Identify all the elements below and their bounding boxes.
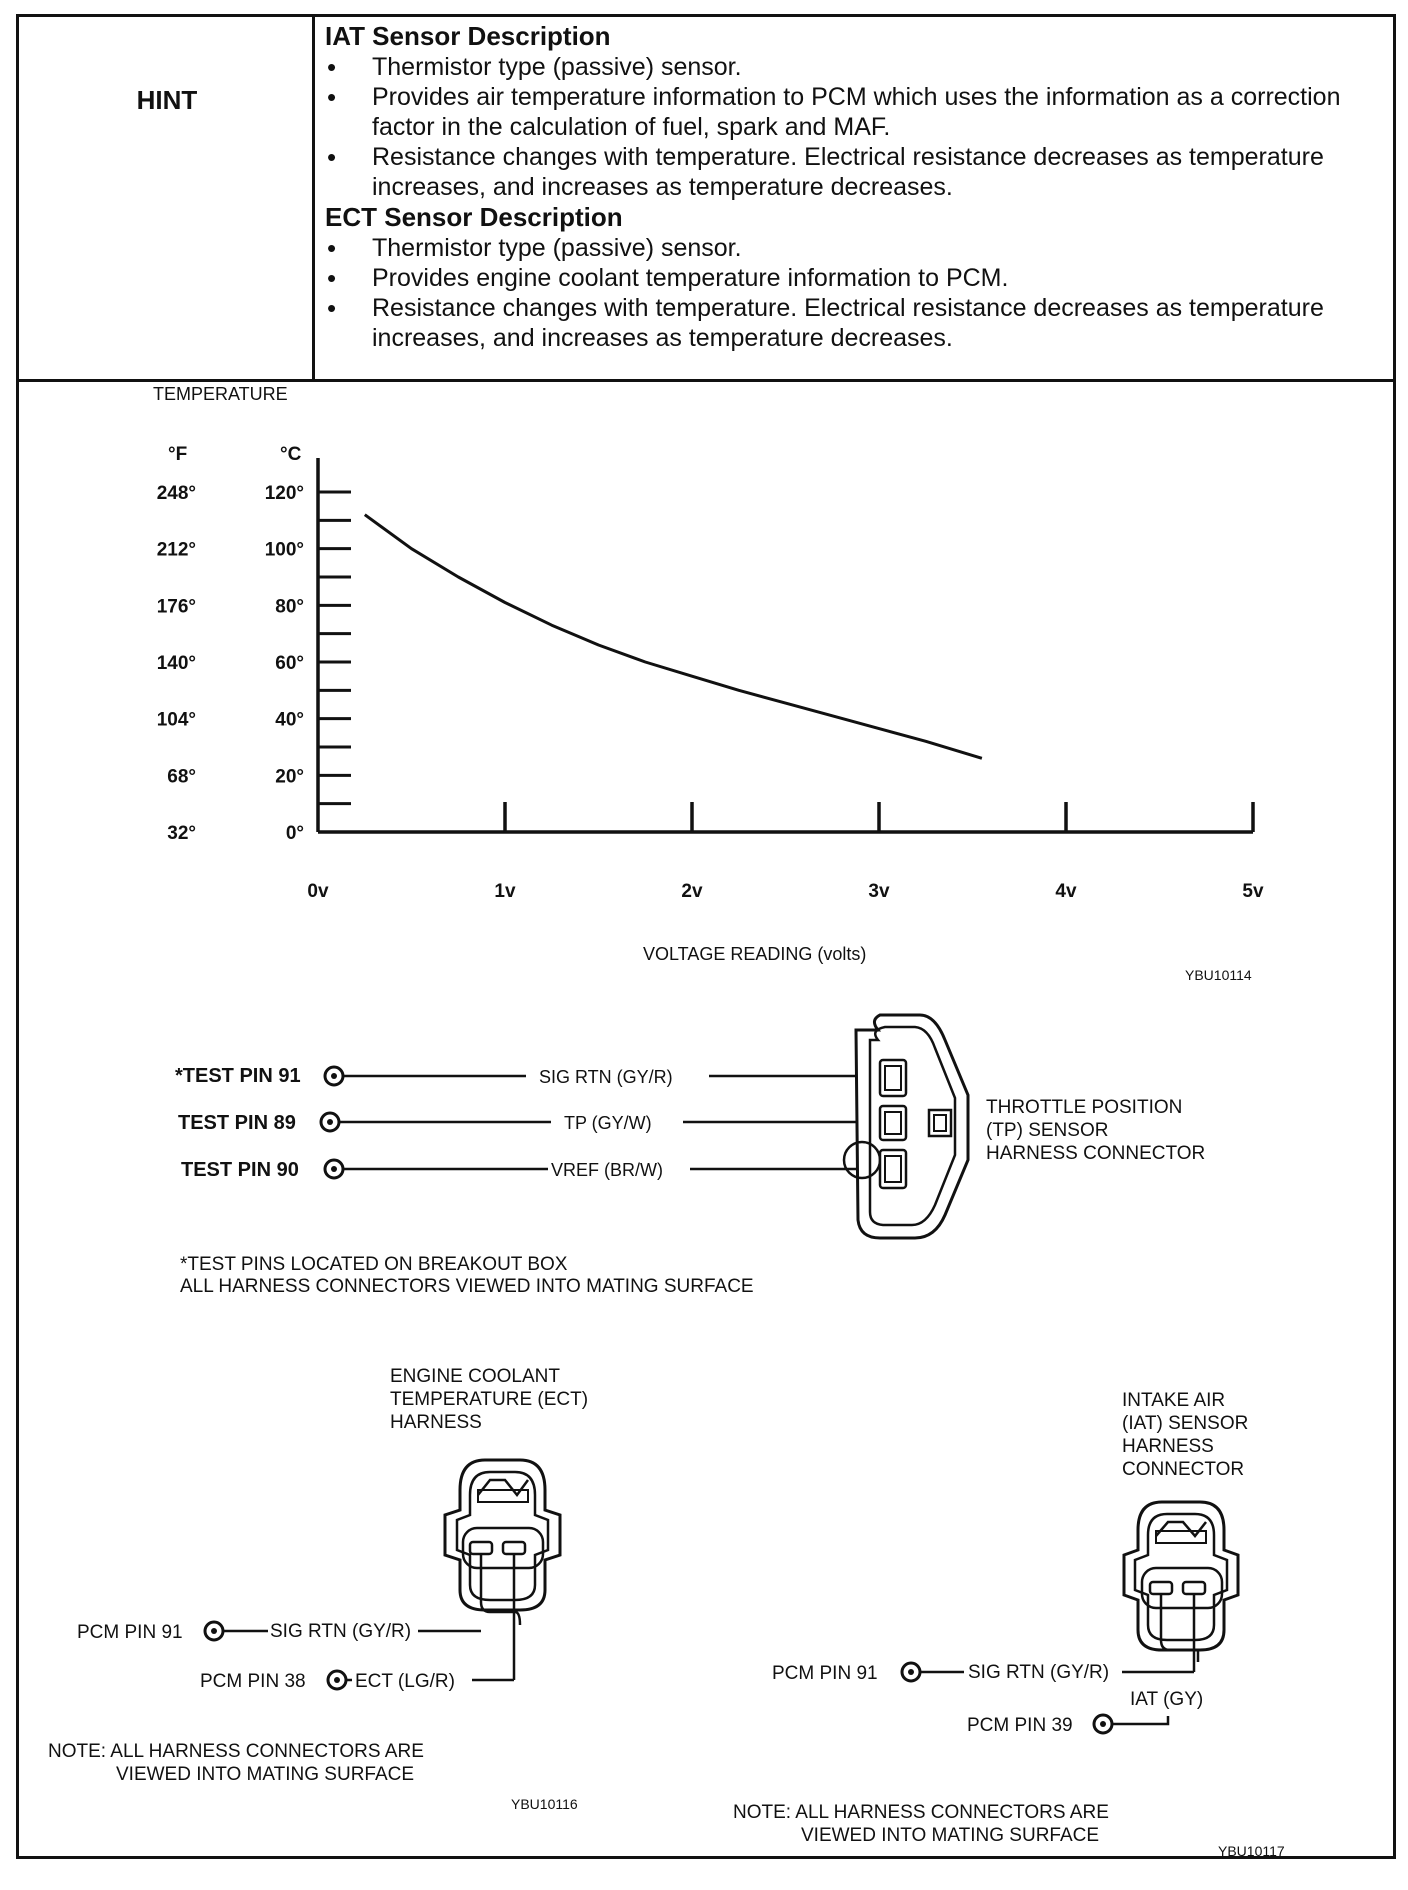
x-tick-label: 2v	[681, 881, 703, 902]
ect-title-line: ENGINE COOLANT	[390, 1366, 560, 1387]
chart-y-ticks	[157, 483, 351, 844]
iat-title-line: (IAT) SENSOR	[1122, 1413, 1249, 1434]
y-tick-label-c: 60°	[275, 653, 304, 674]
y-tick-label-f: 176°	[156, 596, 196, 618]
chart-title: TEMPERATURE	[153, 384, 288, 404]
iat-note-line: NOTE: ALL HARNESS CONNECTORS ARE	[733, 1802, 1109, 1823]
ect-title-line: HARNESS	[390, 1412, 482, 1433]
x-tick-label: 3v	[868, 881, 890, 902]
tp-connector-label-line: HARNESS CONNECTOR	[986, 1143, 1206, 1164]
iat-wire-iat-label: IAT (GY)	[1130, 1689, 1204, 1710]
tp-connector-label-line: THROTTLE POSITION	[986, 1097, 1183, 1118]
list-item: • Thermistor type (passive) sensor.	[325, 52, 1385, 82]
y-tick-label-c: 80°	[275, 596, 304, 618]
list-item: • Resistance changes with temperature. Electrical resistance decreases as temperature increases, and increases as temperature decreases.	[325, 293, 1385, 353]
tp-wire-vref-label: VREF (BR/W)	[551, 1160, 663, 1180]
iat-wire-sig-rtn-label: SIG RTN (GY/R)	[968, 1662, 1110, 1683]
iat-harness-diagram	[733, 1390, 1285, 1859]
y-tick-label-f: 68°	[167, 766, 196, 788]
tp-note-connectors: ALL HARNESS CONNECTORS VIEWED INTO MATING SURFACE	[180, 1276, 754, 1297]
tp-wire-sig-rtn-label: SIG RTN (GY/R)	[539, 1067, 673, 1087]
temperature-voltage-chart	[153, 384, 1264, 983]
y-tick-label-c: 0°	[285, 823, 304, 844]
tp-pin-terminal	[321, 1113, 339, 1131]
x-tick-label: 0v	[307, 881, 329, 902]
iat-pin-terminal-dot	[1100, 1721, 1106, 1727]
y-tick-label-f: 104°	[156, 709, 196, 731]
tp-connector-label-line: (TP) SENSOR	[986, 1120, 1109, 1141]
tp-wire-tp-label: TP (GY/W)	[564, 1113, 652, 1133]
ect-harness-diagram	[48, 1366, 588, 1812]
tp-sensor-diagram	[175, 1015, 1205, 1297]
iat-note-line: VIEWED INTO MATING SURFACE	[801, 1825, 1100, 1846]
ect-figure-id: YBU10116	[511, 1796, 578, 1812]
x-tick-label: 5v	[1242, 881, 1264, 902]
ect-wire-sig-rtn-label: SIG RTN (GY/R)	[270, 1621, 412, 1642]
tp-pin-terminal	[325, 1160, 343, 1178]
ect-title-line: TEMPERATURE (ECT)	[390, 1389, 589, 1410]
list-item: • Resistance changes with temperature. Electrical resistance decreases as temperature increases, and increases as temperature decreases.	[325, 142, 1385, 202]
iat-title-line: CONNECTOR	[1122, 1459, 1245, 1480]
ect-note-line: NOTE: ALL HARNESS CONNECTORS ARE	[48, 1741, 424, 1762]
iat-description-title: IAT Sensor Description	[325, 21, 611, 51]
y-tick-label-f: 32°	[167, 823, 196, 844]
list-item: • Provides air temperature information to PCM which uses the information as a correction factor in the calculation of fuel, spark and MAF.	[325, 82, 1385, 142]
celsius-unit: °C	[280, 444, 302, 465]
chart-figure-id: YBU10114	[1185, 967, 1252, 983]
ect-pcm-pin-91-label: PCM PIN 91	[77, 1622, 183, 1643]
iat-pin-terminal-dot	[908, 1669, 914, 1675]
x-axis-label: VOLTAGE READING (volts)	[643, 944, 867, 964]
tp-test-pin-90-label: TEST PIN 90	[181, 1159, 299, 1181]
wire-line	[1112, 1716, 1168, 1724]
y-tick-label-c: 40°	[275, 709, 304, 731]
ect-description-title: ECT Sensor Description	[325, 202, 623, 232]
iat-harness-connector	[1124, 1502, 1238, 1672]
hint-label: HINT	[136, 85, 198, 115]
y-tick-label-f: 248°	[156, 483, 196, 504]
y-tick-label-f: 212°	[156, 539, 196, 561]
y-tick-label-c: 100°	[264, 539, 304, 561]
list-item: • Provides engine coolant temperature information to PCM.	[325, 263, 1385, 293]
fahrenheit-unit: °F	[168, 444, 188, 465]
chart-axes	[318, 458, 1253, 832]
iat-pcm-pin-91-label: PCM PIN 91	[772, 1663, 878, 1684]
ect-note-line: VIEWED INTO MATING SURFACE	[116, 1764, 415, 1785]
list-item: • Thermistor type (passive) sensor.	[325, 233, 1385, 263]
tp-note-test-pins: *TEST PINS LOCATED ON BREAKOUT BOX	[180, 1254, 568, 1275]
ect-pin-terminal-dot	[334, 1677, 340, 1683]
iat-title-line: HARNESS	[1122, 1436, 1214, 1457]
iat-pcm-pin-39-label: PCM PIN 39	[967, 1715, 1073, 1736]
iat-title-line: INTAKE AIR	[1122, 1390, 1226, 1411]
y-tick-label-c: 120°	[264, 483, 304, 504]
series-line	[365, 515, 982, 759]
tp-test-pin-89-label: TEST PIN 89	[178, 1112, 296, 1134]
ect-wire-ect-label: ECT (LG/R)	[355, 1671, 455, 1692]
x-tick-label: 1v	[494, 881, 516, 902]
tp-harness-connector	[844, 1015, 968, 1238]
ect-harness-connector	[445, 1460, 560, 1680]
ect-pin-terminal-dot	[211, 1628, 217, 1634]
x-tick-label: 4v	[1055, 881, 1077, 902]
y-tick-label-f: 140°	[156, 653, 196, 674]
tp-pin-terminal	[325, 1067, 343, 1085]
ect-pcm-pin-38-label: PCM PIN 38	[200, 1671, 306, 1692]
y-tick-label-c: 20°	[275, 766, 304, 788]
chart-x-ticks	[307, 802, 1264, 902]
chart-series	[365, 515, 982, 759]
tp-test-pin-91-label: *TEST PIN 91	[175, 1065, 301, 1087]
iat-figure-id: YBU10117	[1218, 1843, 1285, 1859]
